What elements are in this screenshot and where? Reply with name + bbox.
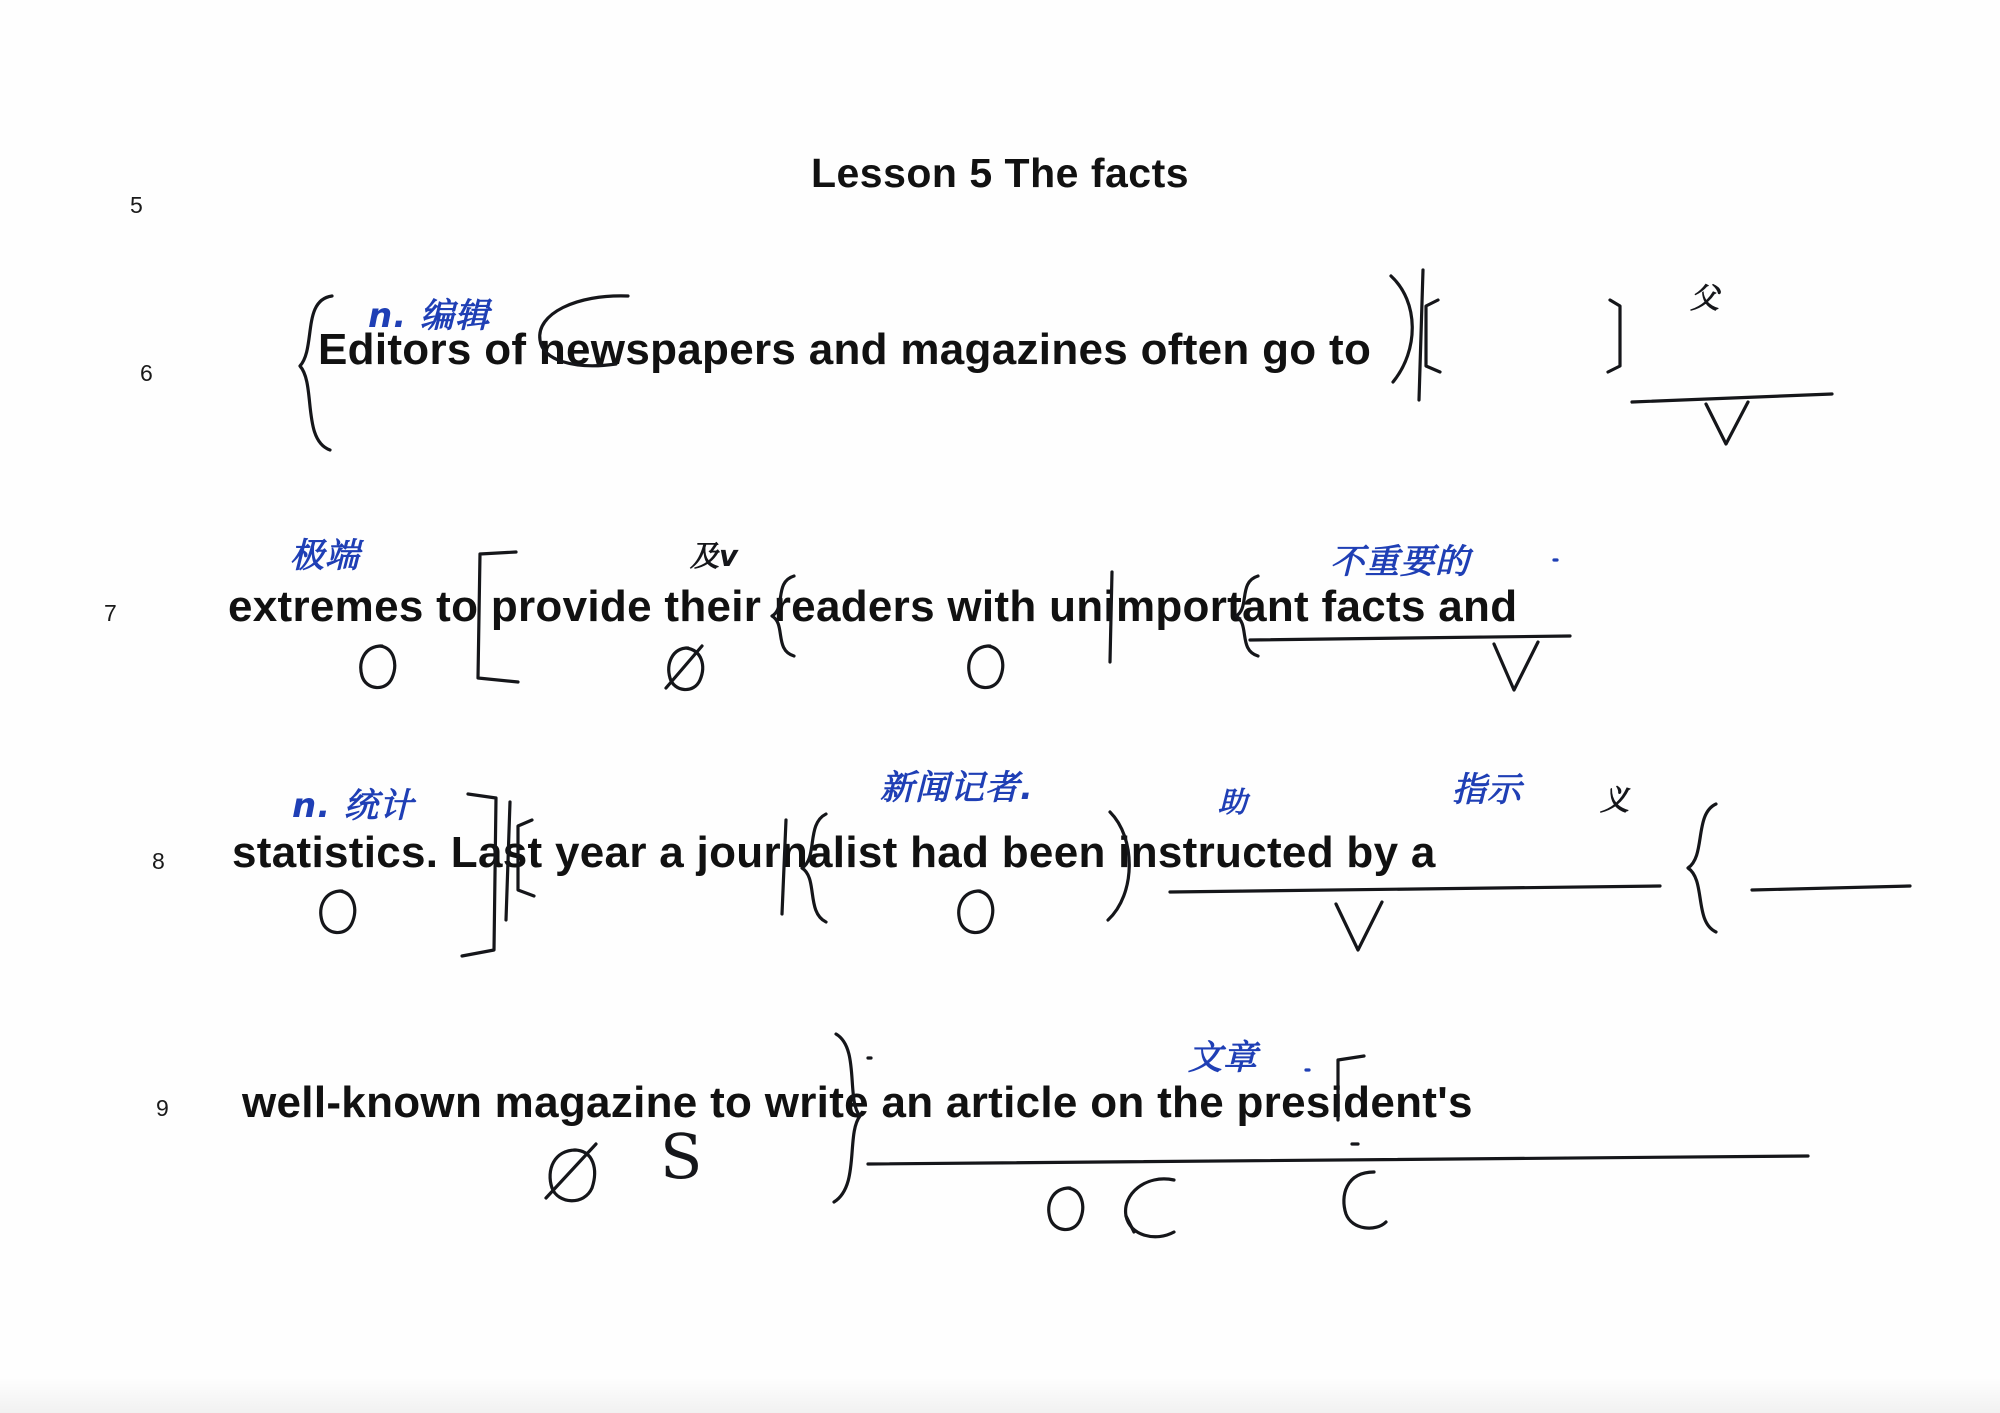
brace-subject-line6 [280,290,340,470]
mark-o-line9 [1040,1180,1120,1250]
gloss-unimportant: 不重要的 [1330,542,1470,582]
bracket-vertical-line6 [1405,268,1445,408]
brace-by-a [1672,800,1732,940]
gloss-journalist: 新闻记者. [880,768,1034,808]
mark-o-journalist [950,885,1010,945]
dot-magazine [860,1050,886,1076]
line-number-7: 7 [104,600,117,626]
bracket-statistics [452,790,512,970]
line-number-6: 6 [140,360,153,386]
gloss-editors: n. 编辑 [368,296,490,336]
mark-instructed-chinese: 义 [1600,783,1630,817]
line-number-5: 5 [130,192,143,218]
gloss-provide: 及v [690,539,738,573]
underline-to-write-article [868,1148,1828,1188]
mark-v-instructed [1330,900,1410,970]
mark-v-line6 [1700,400,1760,460]
gloss-extremes: 极端 [290,536,360,576]
mark-o-provide [660,640,720,710]
mark-c-line9 [1112,1170,1202,1250]
dot-unimportant [1548,552,1572,576]
mark-s-line9: S [660,1120,703,1193]
gloss-had: 助 [1218,785,1248,819]
mark-o-extremes [352,640,412,700]
mark-o-slash-magazine [540,1140,620,1220]
gloss-article: 文章 [1188,1038,1258,1078]
bracket-often [1420,300,1620,380]
page-title: Lesson 5 The facts [810,150,1190,196]
paren-close-magazines [1385,272,1445,392]
underline-had-been-instructed [1170,878,1670,918]
underline-by-a [1752,878,1922,908]
mark-o-statistics [312,885,372,945]
text-line-6: Editors of newspapers and magazines often go to [318,325,1372,374]
line-number-8: 8 [152,848,165,874]
line-number-9: 9 [156,1095,169,1121]
bracket-under-on [1330,1148,1410,1238]
text-line-9: well-known magazine to write an article on the president's [242,1078,1473,1127]
mark-go-chinese: 父 [1690,281,1720,315]
text-line-7: extremes to provide their readers with unimportant facts and [228,582,1518,631]
mark-o-readers [960,640,1020,700]
underline-go-to [1632,318,1842,438]
dot-on-the [1344,1134,1374,1164]
text-line-8: statistics. Last year a journalist had been instructed by a [232,828,1436,877]
gloss-statistics: n. 统计 [292,786,414,826]
mark-v-unimportant [1488,640,1558,710]
gloss-instructed: 指示 [1452,770,1522,810]
